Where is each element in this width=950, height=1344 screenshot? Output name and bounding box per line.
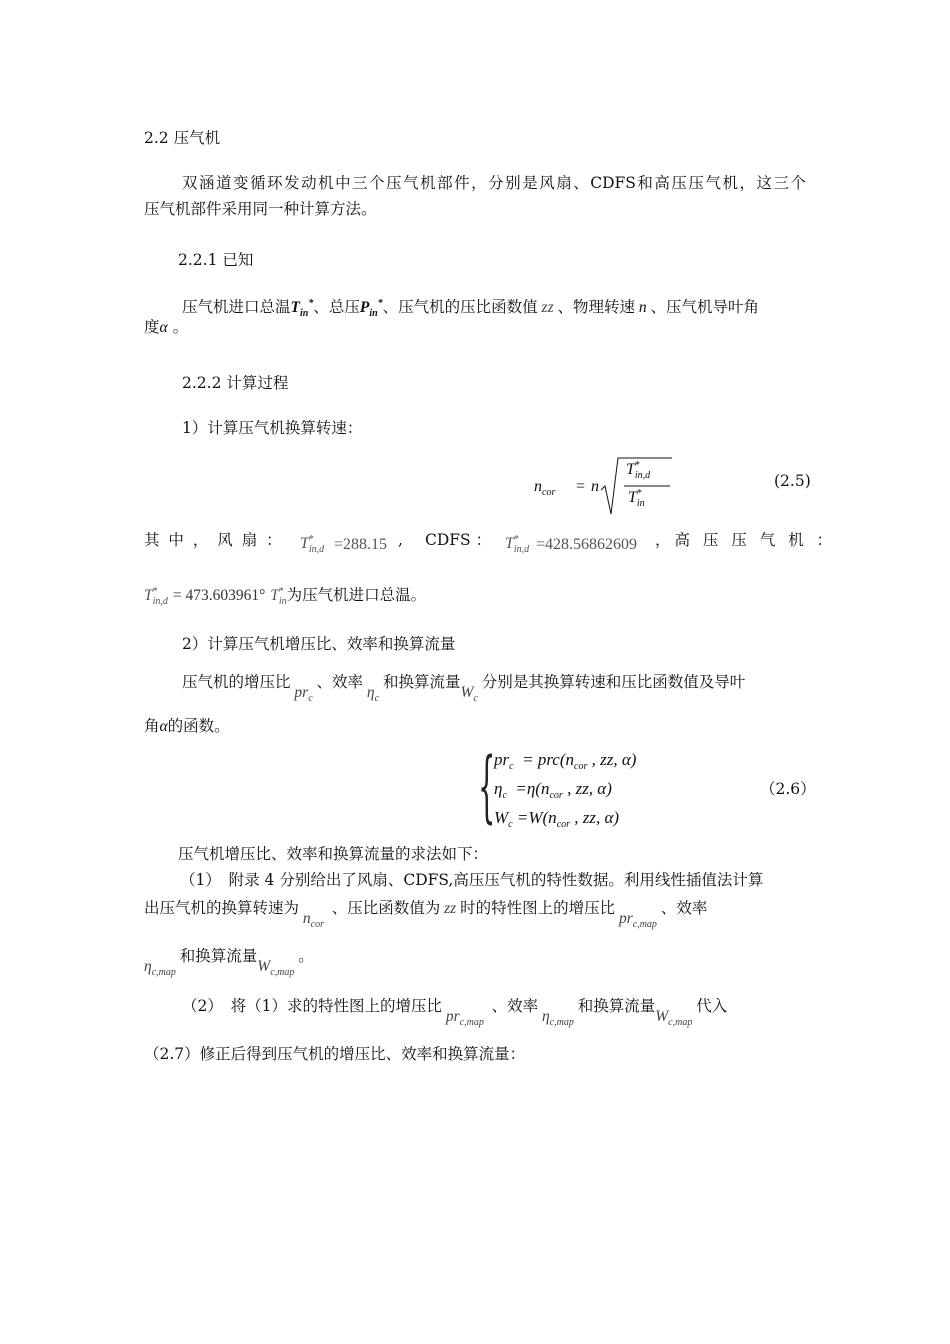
method-1-line-3 bbox=[144, 946, 314, 978]
symbol-alpha-2: α bbox=[159, 718, 168, 735]
m2-text-b: 、效率 bbox=[491, 997, 539, 1015]
known-line-2 bbox=[144, 317, 188, 338]
where-fan-label: 其 中 ， 风 扇 ： bbox=[144, 531, 284, 549]
where-cdfs-label: CDFS ： bbox=[425, 531, 492, 549]
fan-value: =288.15 bbox=[334, 536, 388, 553]
known-text-b: 、总压 bbox=[313, 298, 360, 316]
known-text-e: 、压气机导叶角 bbox=[650, 298, 760, 316]
cdfs-value: =428.56862609 bbox=[536, 536, 638, 553]
symbol-T-in-d-cdfs: $T^*_{in,d}$ bbox=[505, 534, 530, 555]
eq25-lhs: $n_{cor}$ bbox=[534, 478, 556, 498]
equation-2-6 bbox=[478, 742, 678, 836]
symbol-T-in-d-hp: $T^*_{in,d}$ bbox=[144, 586, 168, 607]
symbol-T-in-d-fan: $T^*_{in,d}$ bbox=[300, 534, 325, 555]
p2-text-f: 的函数。 bbox=[167, 717, 230, 735]
m1-text-c: 、压比函数值为 bbox=[331, 899, 441, 917]
m1-text-d: 时的特性图上的增压比 bbox=[460, 899, 616, 917]
hp-value: = 473.603961 bbox=[172, 587, 260, 604]
symbol-n-cor: $n_{cor}$ bbox=[299, 910, 324, 930]
method-2-line-2: （2.7）修正后得到压气机的增压比、效率和换算流量： bbox=[144, 1045, 526, 1063]
degree-mark: ° bbox=[259, 587, 266, 604]
symbol-W-c-map-2: $W_{c,map}$ bbox=[655, 1008, 693, 1028]
eq26-number: （2.6） bbox=[760, 780, 816, 798]
known-text-c: 、压气机的压比函数值 bbox=[382, 298, 538, 316]
symbol-pr-c: $pr_c$ bbox=[290, 684, 313, 704]
symbol-W-c: $W_c$ bbox=[460, 684, 478, 704]
symbol-W-c-map: $W_{c,map}$ bbox=[257, 958, 295, 978]
eq26-row-3: $W_c =W(n_{cor}$ , zz, α) bbox=[494, 808, 620, 830]
method-intro: 压气机增压比、效率和换算流量的求法如下： bbox=[178, 845, 489, 863]
p2-text-e: 角 bbox=[144, 717, 160, 735]
known-heading: 2.2.1 已知 bbox=[178, 251, 254, 269]
eq25-denominator: $T^*_{in}$ bbox=[628, 488, 645, 509]
eq26-brace: { bbox=[478, 742, 496, 832]
symbol-pr-c-map: $pr_{c,map}$ bbox=[615, 910, 657, 930]
p2-line-1 bbox=[182, 672, 746, 704]
step-2-label: 2）计算压气机增压比、效率和换算流量 bbox=[182, 635, 456, 653]
method-1-line-2 bbox=[144, 898, 708, 930]
symbol-alpha: α bbox=[159, 319, 168, 336]
m2-text-c: 和换算流量 bbox=[577, 997, 656, 1015]
symbol-eta-c-map: $\eta_{c,map}$ bbox=[144, 958, 176, 978]
known-line-1 bbox=[182, 294, 759, 324]
eq25-n: n bbox=[591, 478, 599, 495]
m1-text-g: 。 bbox=[298, 947, 314, 965]
known-text-g: 。 bbox=[172, 318, 189, 336]
symbol-T-in: $T_{in}^*$ bbox=[290, 298, 314, 319]
where-hp-label: ，高 压 压 气 机 ： bbox=[655, 531, 837, 549]
eq26-row-1: $pr_c = prc(n_{cor}$ , zz, α) bbox=[494, 750, 637, 772]
hp-line bbox=[144, 582, 426, 612]
symbol-P-in: $P_{in}^*$ bbox=[359, 298, 383, 319]
section-title: 2.2 压气机 bbox=[144, 129, 221, 147]
symbol-pr-c-map-2: $pr_{c,map}$ bbox=[441, 1008, 484, 1028]
step-1-label: 1）计算压气机换算转速： bbox=[182, 419, 363, 437]
symbol-T-in-tail: $T^*_{in}$ bbox=[270, 586, 287, 607]
symbol-eta-c-map-2: $\eta_{c,map}$ bbox=[538, 1008, 574, 1028]
eq25-number: (2.5) bbox=[774, 472, 811, 490]
symbol-zz-2: zz bbox=[440, 900, 461, 917]
m2-text-d: 代入 bbox=[696, 997, 728, 1015]
p2-text-b: 、效率 bbox=[316, 673, 364, 691]
eq26-row-2: $\eta_c =\eta(n_{cor}$ , zz, α) bbox=[494, 779, 612, 801]
intro-line-1: 双涵道变循环发动机中三个压气机部件，分别是风扇、CDFS和高压压气机，这三个 bbox=[182, 174, 806, 192]
m1-text-f: 和换算流量 bbox=[179, 947, 258, 965]
process-heading: 2.2.2 计算过程 bbox=[182, 374, 289, 392]
known-text-d: 、物理转速 bbox=[557, 298, 636, 316]
symbol-n: n bbox=[635, 299, 651, 316]
known-text-a: 压气机进口总温 bbox=[182, 298, 291, 316]
symbol-zz: zz bbox=[537, 299, 558, 316]
m2-text-a: （2） 将（1）求的特性图上的增压比 bbox=[182, 997, 442, 1015]
known-text-f: 度 bbox=[144, 318, 160, 336]
p2-text-d: 分别是其换算转速和压比函数值及导叶 bbox=[481, 673, 746, 691]
m1-text-b: 出压气机的换算转速为 bbox=[144, 899, 300, 917]
hp-tail-text: 为压气机进口总温。 bbox=[286, 586, 427, 604]
m1-text-e: 、效率 bbox=[660, 899, 708, 917]
eq25-numerator: $T^*_{in,d}$ bbox=[626, 460, 651, 481]
intro-line-2: 压气机部件采用同一种计算方法。 bbox=[144, 200, 377, 218]
p2-text-a: 压气机的增压比 bbox=[182, 673, 291, 691]
p2-line-2 bbox=[144, 716, 230, 737]
method-1-line-1: （1） 附录 4 分别给出了风扇、CDFS,高压压气机的特性数据。利用线性插值法计算 bbox=[180, 871, 764, 889]
method-2-line-1 bbox=[182, 996, 728, 1028]
symbol-eta-c: $\eta_c$ bbox=[363, 684, 380, 704]
p2-text-c: 和换算流量 bbox=[382, 673, 461, 691]
eq25-equals: = bbox=[576, 478, 586, 495]
comma-1: , bbox=[398, 531, 403, 549]
